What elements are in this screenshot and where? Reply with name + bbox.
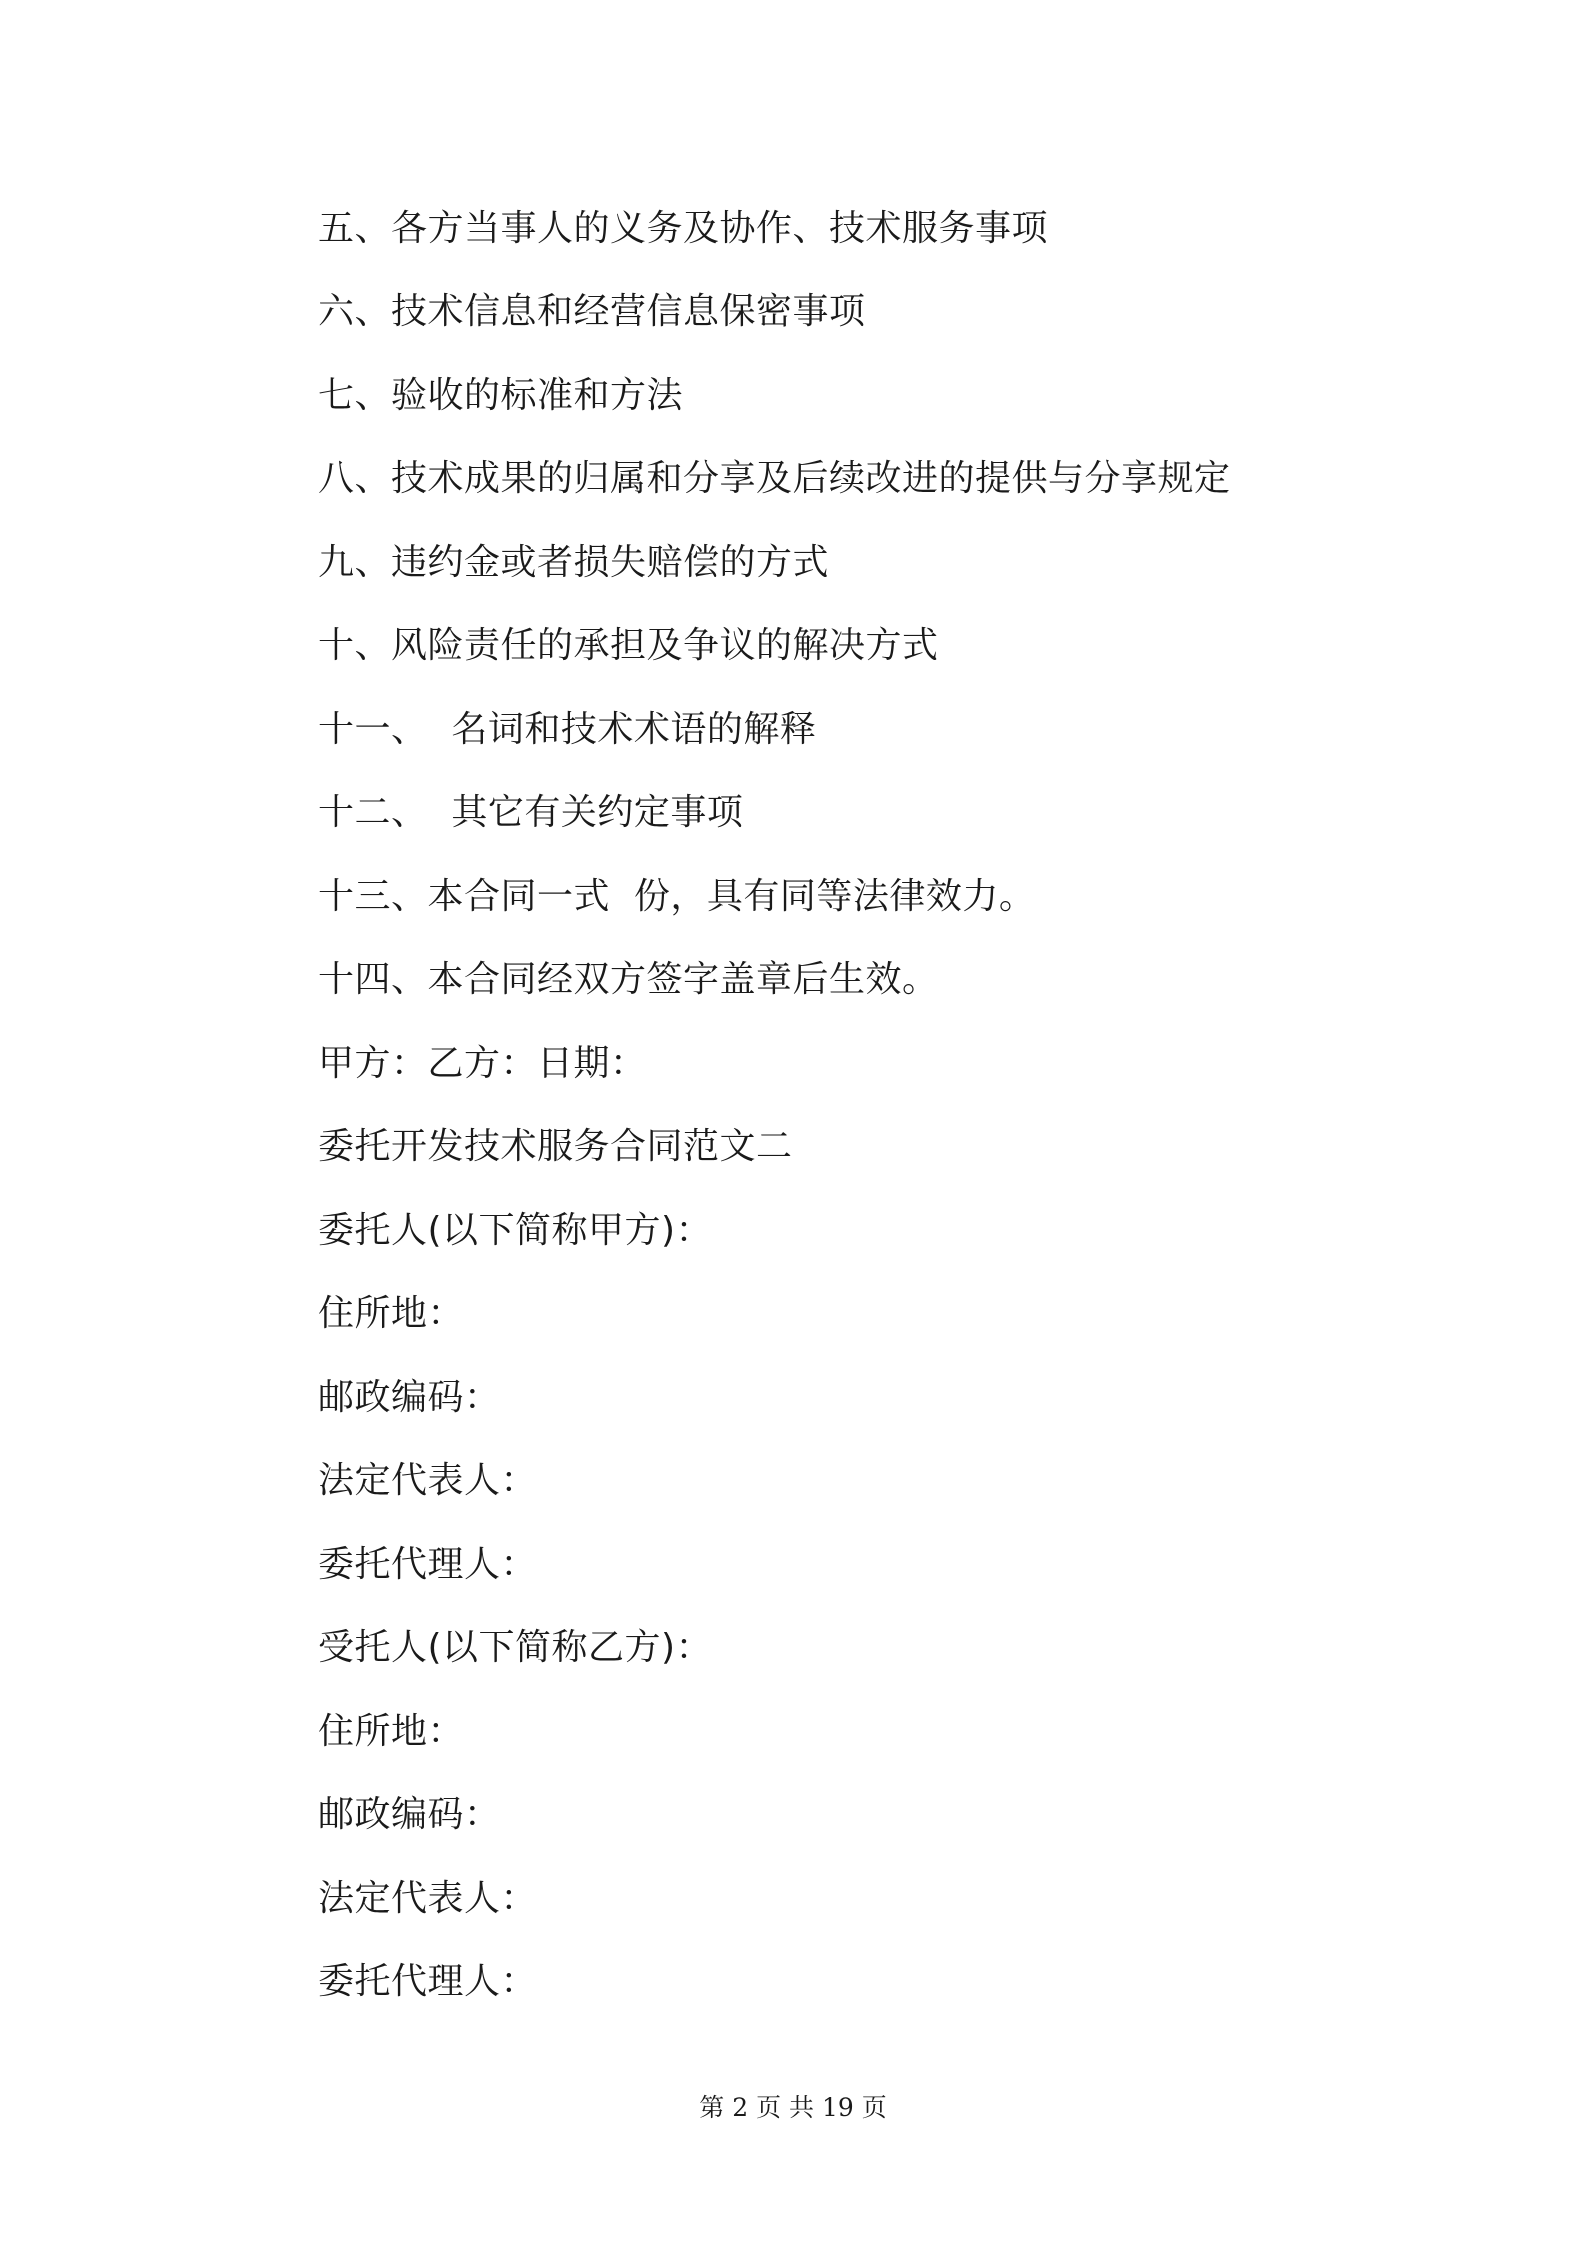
party-b-agent: 委托代理人： <box>318 1961 538 2002</box>
party-b-legal-rep: 法定代表人： <box>318 1878 538 1919</box>
party-a-address: 住所地： <box>318 1293 465 1334</box>
clause-6: 六、技术信息和经营信息保密事项 <box>318 291 866 332</box>
party-a-heading: 委托人(以下简称甲方)： <box>318 1210 713 1251</box>
clause-12: 十二、 其它有关约定事项 <box>318 792 744 833</box>
signature-line: 甲方：乙方：日期： <box>318 1043 647 1084</box>
clause-10: 十、风险责任的承担及争议的解决方式 <box>318 625 939 666</box>
page-number-footer: 第 2 页 共 19 页 <box>699 2093 887 2122</box>
clause-5: 五、各方当事人的义务及协作、技术服务事项 <box>318 208 1049 249</box>
party-b-heading: 受托人(以下简称乙方)： <box>318 1627 713 1668</box>
clause-13: 十三、本合同一式 份，具有同等法律效力。 <box>318 876 1036 917</box>
clause-8: 八、技术成果的归属和分享及后续改进的提供与分享规定 <box>318 458 1231 499</box>
clause-9: 九、违约金或者损失赔偿的方式 <box>318 542 830 583</box>
clause-7: 七、验收的标准和方法 <box>318 375 684 416</box>
clause-11: 十一、 名词和技术术语的解释 <box>318 709 817 750</box>
party-a-postcode: 邮政编码： <box>318 1377 501 1418</box>
party-b-postcode: 邮政编码： <box>318 1794 501 1835</box>
section-title: 委托开发技术服务合同范文二 <box>318 1126 793 1167</box>
party-a-agent: 委托代理人： <box>318 1544 538 1585</box>
party-a-legal-rep: 法定代表人： <box>318 1460 538 1501</box>
party-b-address: 住所地： <box>318 1711 465 1752</box>
clause-14: 十四、本合同经双方签字盖章后生效。 <box>318 959 939 1000</box>
